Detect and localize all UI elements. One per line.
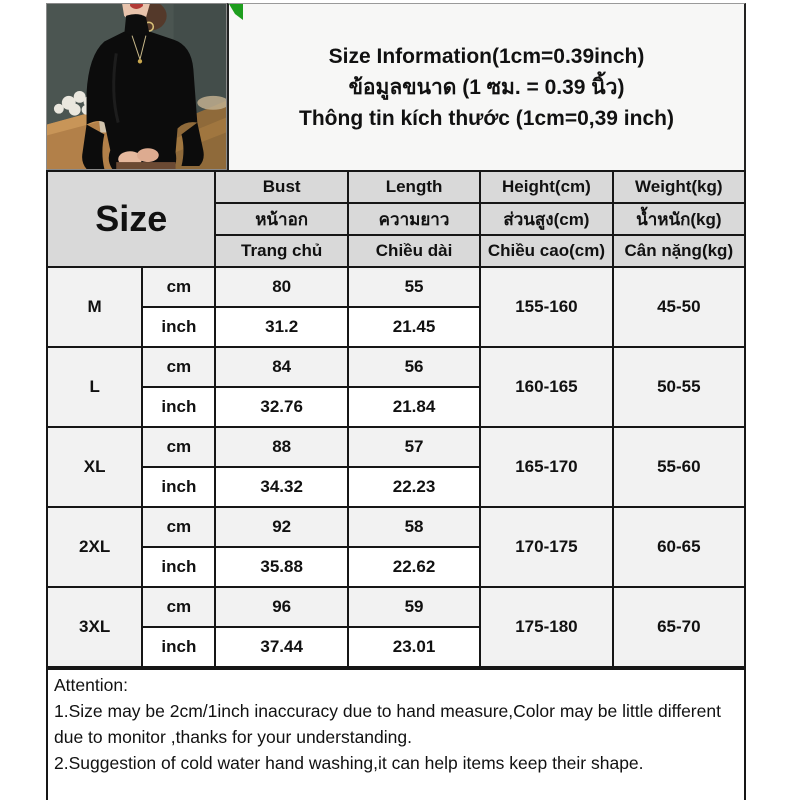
bust-inch: 32.76 (215, 387, 347, 427)
unit-cm: cm (142, 507, 215, 547)
header-row-english (47, 171, 745, 203)
header-length-vi: Chiều dài (348, 235, 480, 267)
product-photo-art (47, 4, 226, 169)
table-row (47, 347, 745, 387)
length-inch: 22.62 (348, 547, 480, 587)
sheet (46, 3, 746, 800)
header-bust-en: Bust (215, 171, 347, 203)
header-bust-vi: Trang chủ (215, 235, 347, 267)
unit-cm: cm (142, 427, 215, 467)
header-bust-th: หน้าอก (215, 203, 347, 235)
weight-range: 60-65 (613, 507, 745, 587)
header-height-vi: Chiều cao(cm) (480, 235, 612, 267)
length-inch: 22.23 (348, 467, 480, 507)
weight-range: 45-50 (613, 267, 745, 347)
unit-inch: inch (142, 387, 215, 427)
height-range: 170-175 (480, 507, 612, 587)
size-xl: XL (47, 427, 142, 507)
attention-title: Attention: (54, 675, 128, 695)
bust-inch: 35.88 (215, 547, 347, 587)
bust-inch: 31.2 (215, 307, 347, 347)
header-weight-en: Weight(kg) (613, 171, 745, 203)
header-length-th: ความยาว (348, 203, 480, 235)
height-range: 155-160 (480, 267, 612, 347)
corner-fold-icon (229, 4, 243, 20)
height-range: 165-170 (480, 427, 612, 507)
length-cm: 58 (348, 507, 480, 547)
length-inch: 21.84 (348, 387, 480, 427)
attention-line-1: 1.Size may be 2cm/1inch inaccuracy due to hand measure,Color may be little different due to monitor ,thanks for your understanding. (54, 701, 721, 747)
bust-cm: 92 (215, 507, 347, 547)
length-cm: 57 (348, 427, 480, 467)
size-m: M (47, 267, 142, 347)
header-weight-th: น้ำหนัก(kg) (613, 203, 745, 235)
size-table (46, 170, 746, 668)
bust-cm: 96 (215, 587, 347, 627)
header-height-en: Height(cm) (480, 171, 612, 203)
unit-inch: inch (142, 307, 215, 347)
header-weight-vi: Cân nặng(kg) (613, 235, 745, 267)
header-length-en: Length (348, 171, 480, 203)
header-height-th: ส่วนสูง(cm) (480, 203, 612, 235)
size-l: L (47, 347, 142, 427)
title-vietnamese: Thông tin kích thước (1cm=0,39 inch) (299, 106, 674, 130)
unit-cm: cm (142, 267, 215, 307)
table-row (47, 427, 745, 467)
unit-inch: inch (142, 627, 215, 667)
table-row (47, 267, 745, 307)
size-header: Size (47, 171, 215, 267)
bust-cm: 80 (215, 267, 347, 307)
table-row (47, 587, 745, 627)
weight-range: 55-60 (613, 427, 745, 507)
length-inch: 21.45 (348, 307, 480, 347)
length-cm: 59 (348, 587, 480, 627)
weight-range: 50-55 (613, 347, 745, 427)
weight-range: 65-70 (613, 587, 745, 667)
unit-inch: inch (142, 467, 215, 507)
attention-note (46, 668, 746, 800)
height-range: 175-180 (480, 587, 612, 667)
size-information-title-box (227, 3, 746, 170)
size-3xl: 3XL (47, 587, 142, 667)
size-2xl: 2XL (47, 507, 142, 587)
table-row (47, 507, 745, 547)
bust-inch: 37.44 (215, 627, 347, 667)
title-english: Size Information(1cm=0.39inch) (328, 44, 645, 68)
bust-cm: 88 (215, 427, 347, 467)
attention-line-2: 2.Suggestion of cold water hand washing,it can help items keep their shape. (54, 753, 644, 773)
unit-cm: cm (142, 587, 215, 627)
length-inch: 23.01 (348, 627, 480, 667)
bust-cm: 84 (215, 347, 347, 387)
unit-inch: inch (142, 547, 215, 587)
title-thai: ข้อมูลขนาด (1 ซม. = 0.39 นิ้ว) (348, 75, 625, 99)
product-photo (46, 3, 227, 170)
height-range: 160-165 (480, 347, 612, 427)
bust-inch: 34.32 (215, 467, 347, 507)
length-cm: 55 (348, 267, 480, 307)
top-section (46, 3, 746, 170)
unit-cm: cm (142, 347, 215, 387)
length-cm: 56 (348, 347, 480, 387)
